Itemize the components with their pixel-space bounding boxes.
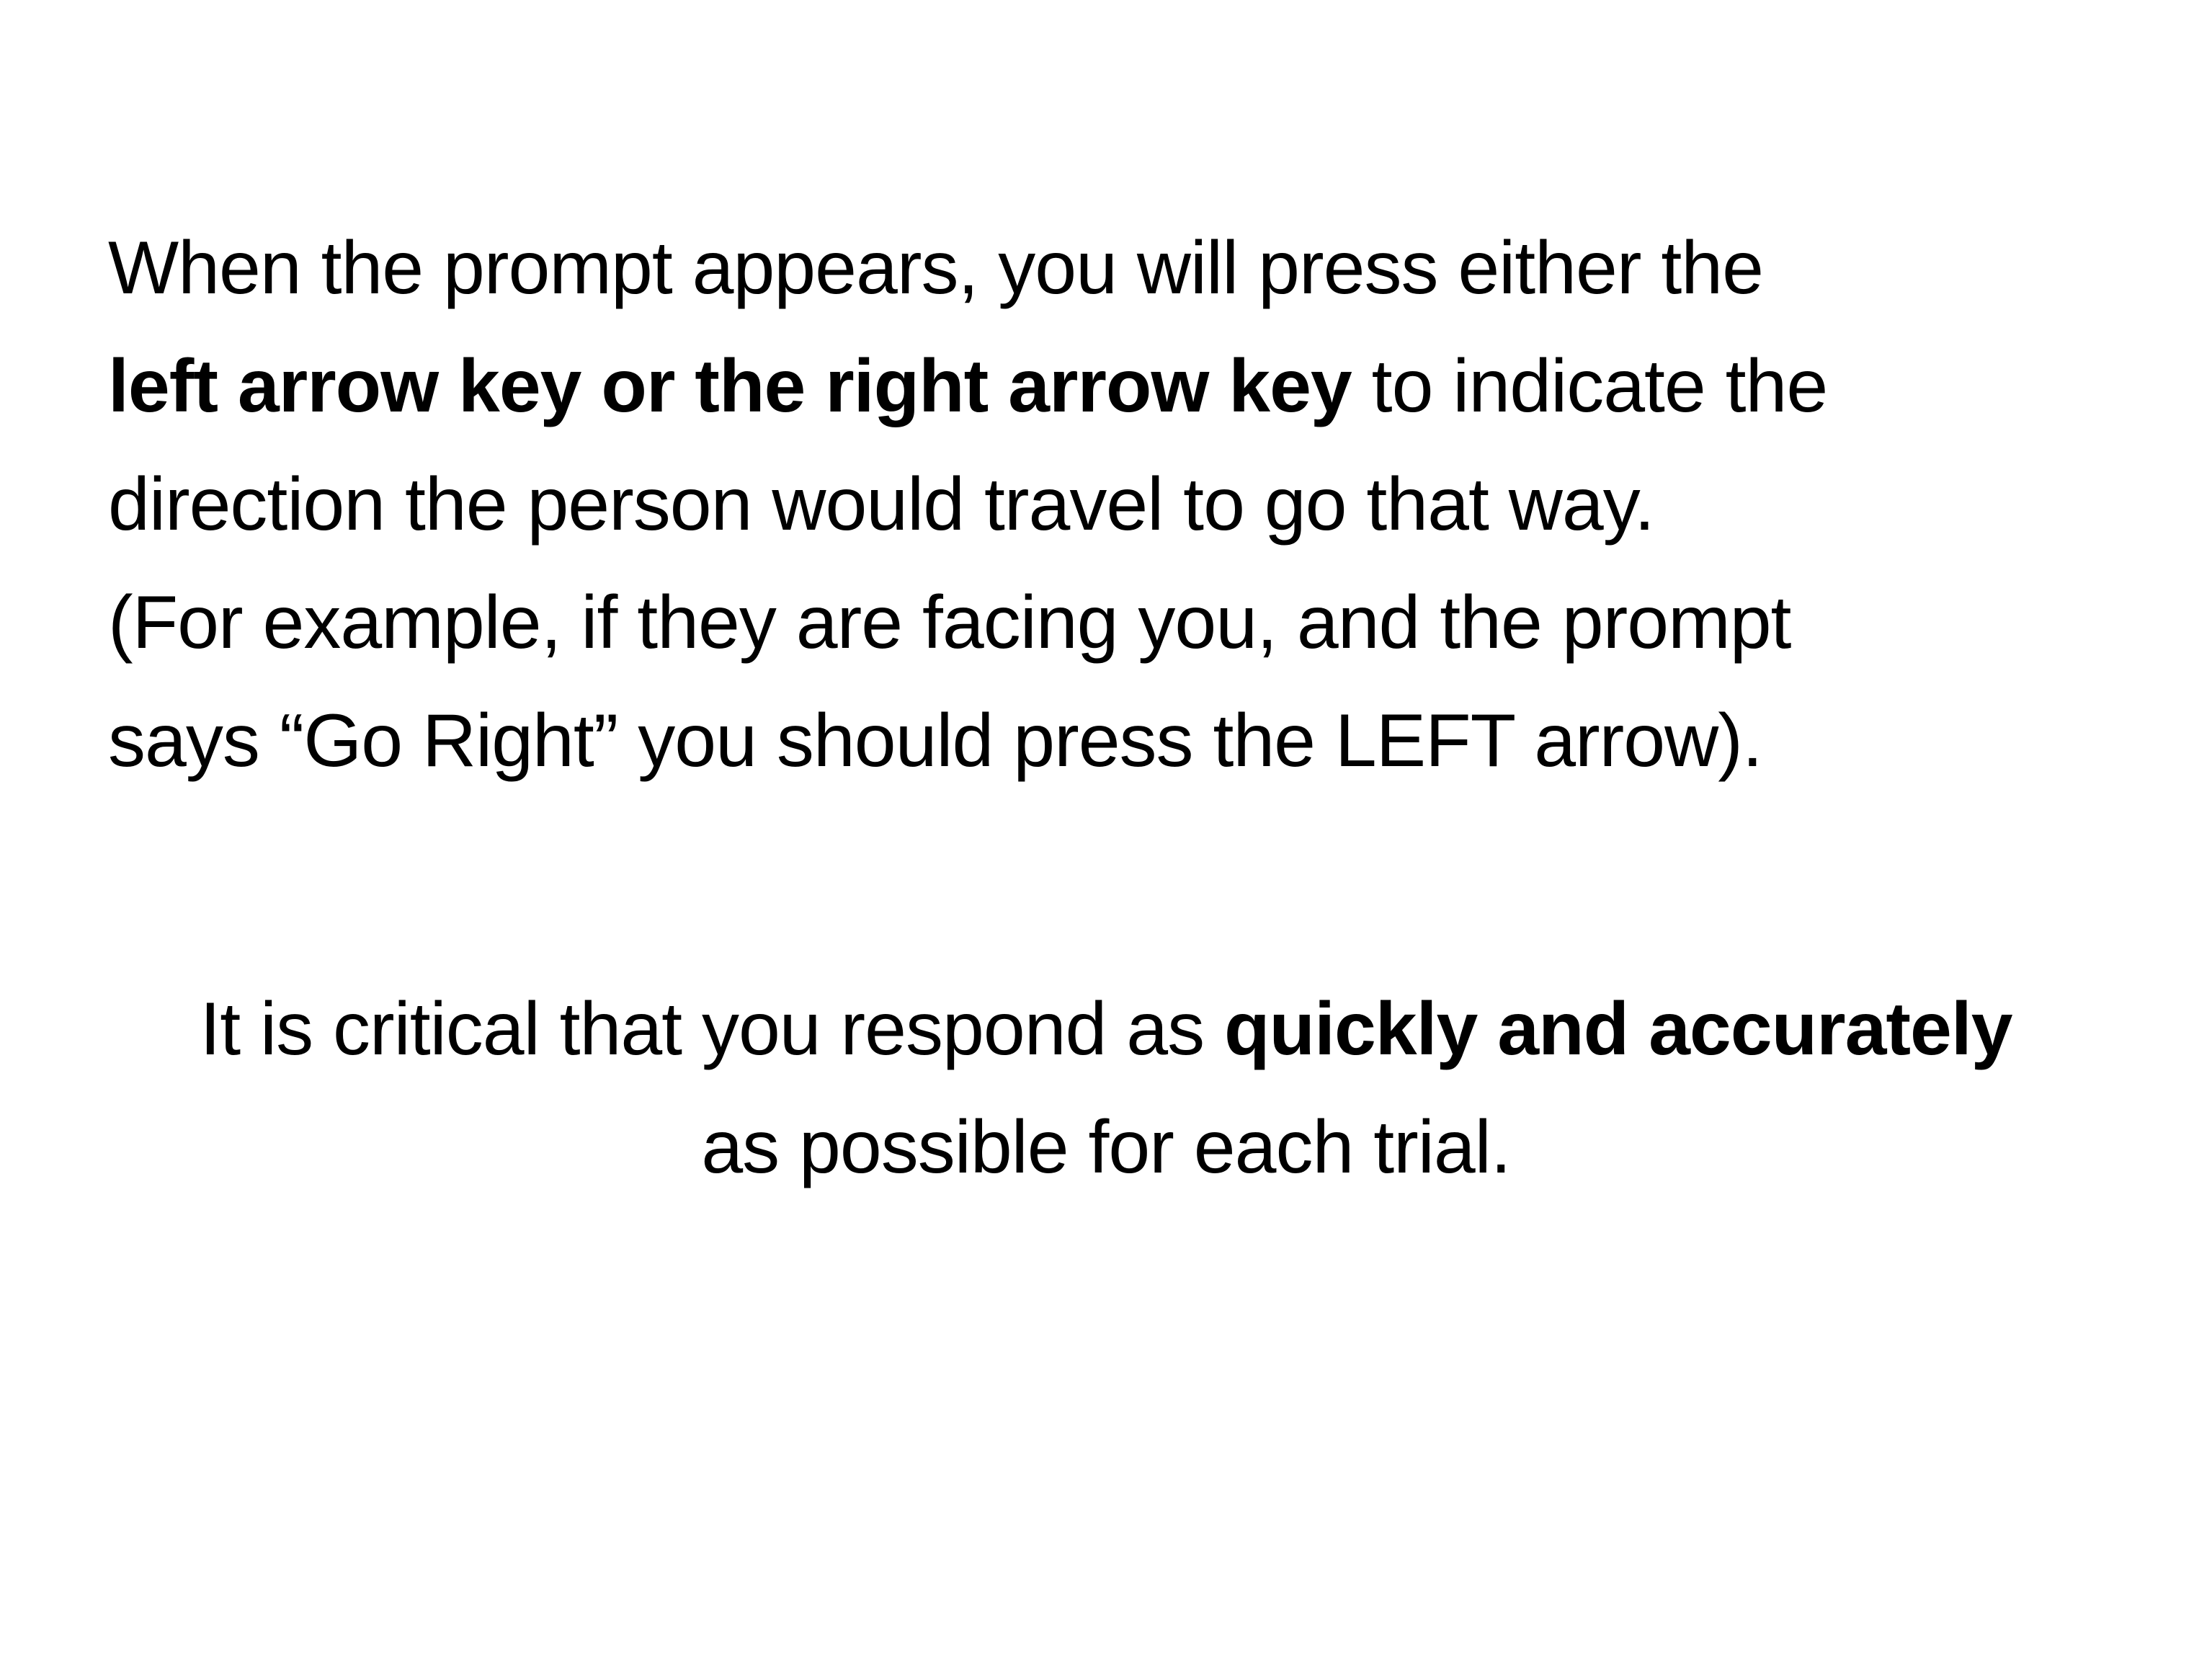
instructions-line-2-rest: to indicate the [1351,344,1828,428]
instructions-line-3: direction the person would travel to go that way. [108,463,1654,546]
quickly-accurately-bold-text: quickly and accurately [1224,987,2012,1071]
instructions-line-1: When the prompt appears, you will press either the [108,226,1763,310]
emphasis-line-1-start: It is critical that you respond as [200,987,1225,1071]
instructions-paragraph [108,209,2198,800]
emphasis-paragraph [0,970,2212,1206]
instructions-line-4: (For example, if they are facing you, and the prompt [108,581,1791,664]
instructions-line-2 [108,327,2198,445]
instructions-line-5: says “Go Right” you should press the LEFT arrow). [108,699,1762,783]
arrow-keys-bold-text: left arrow key or the right arrow key [108,344,1352,428]
emphasis-line-1 [0,970,2212,1088]
emphasis-line-2: as possible for each trial. [701,1106,1511,1189]
